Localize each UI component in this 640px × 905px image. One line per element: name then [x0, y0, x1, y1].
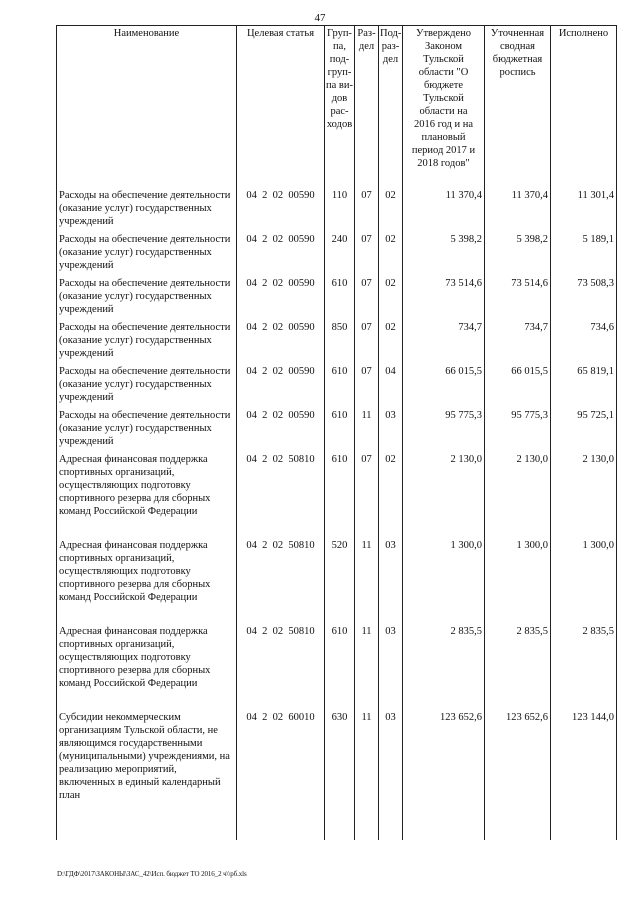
header-executed: Исполнено — [551, 26, 617, 188]
table-row — [57, 232, 617, 276]
row-subsection: 02 — [379, 452, 403, 538]
row-group: 240 — [325, 232, 355, 276]
row-subsection: 03 — [379, 710, 403, 840]
row-section: 07 — [355, 232, 379, 276]
table-row — [57, 624, 617, 710]
row-executed: 5 189,1 — [551, 232, 617, 276]
table-row — [57, 188, 617, 232]
file-path-footer: D:\ГДФ\2017\ЗАКОНЫ\ЗАС_42\Исп. бюджет ТО 2016_2 ч\\рб.xls — [57, 870, 247, 878]
table-row — [57, 364, 617, 408]
row-group: 630 — [325, 710, 355, 840]
row-executed: 95 725,1 — [551, 408, 617, 452]
row-executed: 73 508,3 — [551, 276, 617, 320]
row-target: 04 2 02 50810 — [237, 452, 325, 538]
row-group: 610 — [325, 364, 355, 408]
row-approved: 66 015,5 — [403, 364, 485, 408]
row-target: 04 2 02 50810 — [237, 538, 325, 624]
row-section: 07 — [355, 364, 379, 408]
row-name: Адресная финансовая поддержка спортивных организаций, осуществляющих подготовку спортивного резерва для сборных команд Российской Федерации — [57, 538, 237, 624]
row-group: 850 — [325, 320, 355, 364]
header-group: Груп- па, под- груп- па ви- дов рас- ходов — [325, 26, 355, 188]
row-approved: 73 514,6 — [403, 276, 485, 320]
header-subsection: Под- раз- дел — [379, 26, 403, 188]
row-executed: 123 144,0 — [551, 710, 617, 840]
row-group: 110 — [325, 188, 355, 232]
row-approved: 1 300,0 — [403, 538, 485, 624]
row-target: 04 2 02 00590 — [237, 364, 325, 408]
row-name: Расходы на обеспечение деятельности (оказание услуг) государственных учреждений — [57, 364, 237, 408]
row-refined: 73 514,6 — [485, 276, 551, 320]
row-refined: 1 300,0 — [485, 538, 551, 624]
row-target: 04 2 02 00590 — [237, 188, 325, 232]
row-executed: 65 819,1 — [551, 364, 617, 408]
row-name: Расходы на обеспечение деятельности (оказание услуг) государственных учреждений — [57, 276, 237, 320]
row-executed: 2 130,0 — [551, 452, 617, 538]
row-section: 11 — [355, 624, 379, 710]
row-executed: 2 835,5 — [551, 624, 617, 710]
row-section: 11 — [355, 538, 379, 624]
row-refined: 123 652,6 — [485, 710, 551, 840]
row-approved: 5 398,2 — [403, 232, 485, 276]
row-subsection: 03 — [379, 408, 403, 452]
row-refined: 5 398,2 — [485, 232, 551, 276]
row-name: Адресная финансовая поддержка спортивных организаций, осуществляющих подготовку спортивного резерва для сборных команд Российской Федерации — [57, 624, 237, 710]
table-row — [57, 276, 617, 320]
row-approved: 11 370,4 — [403, 188, 485, 232]
row-name: Субсидии некоммерческим организациям Тульской области, не являющимся государственными (муниципальными) учреждениями, на реализацию мероприятий, включенных в единый календарный план — [57, 710, 237, 840]
row-group: 610 — [325, 408, 355, 452]
row-approved: 2 835,5 — [403, 624, 485, 710]
table-row — [57, 710, 617, 840]
row-name: Расходы на обеспечение деятельности (оказание услуг) государственных учреждений — [57, 408, 237, 452]
page-number: 47 — [314, 12, 326, 24]
row-target: 04 2 02 00590 — [237, 276, 325, 320]
row-target: 04 2 02 00590 — [237, 408, 325, 452]
row-refined: 11 370,4 — [485, 188, 551, 232]
row-approved: 123 652,6 — [403, 710, 485, 840]
row-executed: 11 301,4 — [551, 188, 617, 232]
row-target: 04 2 02 00590 — [237, 320, 325, 364]
row-section: 11 — [355, 710, 379, 840]
budget-table — [56, 25, 617, 840]
row-subsection: 02 — [379, 188, 403, 232]
row-group: 610 — [325, 452, 355, 538]
row-refined: 2 835,5 — [485, 624, 551, 710]
header-row — [57, 26, 617, 188]
row-refined: 734,7 — [485, 320, 551, 364]
row-name: Расходы на обеспечение деятельности (оказание услуг) государственных учреждений — [57, 188, 237, 232]
header-name: Наименование — [57, 26, 237, 188]
row-section: 07 — [355, 452, 379, 538]
row-subsection: 02 — [379, 276, 403, 320]
row-section: 07 — [355, 276, 379, 320]
row-approved: 95 775,3 — [403, 408, 485, 452]
table-row — [57, 408, 617, 452]
row-section: 07 — [355, 320, 379, 364]
header-refined: Уточненная сводная бюджетная роспись — [485, 26, 551, 188]
row-subsection: 02 — [379, 232, 403, 276]
row-approved: 734,7 — [403, 320, 485, 364]
row-subsection: 04 — [379, 364, 403, 408]
header-approved: Утверждено Законом Тульской области "О бюджете Тульской области на 2016 год и на плановый период 2017 и 2018 годов" — [403, 26, 485, 188]
row-name: Адресная финансовая поддержка спортивных организаций, осуществляющих подготовку спортивного резерва для сборных команд Российской Федерации — [57, 452, 237, 538]
row-group: 610 — [325, 624, 355, 710]
row-subsection: 02 — [379, 320, 403, 364]
table-row — [57, 452, 617, 538]
row-executed: 734,6 — [551, 320, 617, 364]
row-refined: 2 130,0 — [485, 452, 551, 538]
row-target: 04 2 02 50810 — [237, 624, 325, 710]
table-row — [57, 320, 617, 364]
row-approved: 2 130,0 — [403, 452, 485, 538]
row-group: 610 — [325, 276, 355, 320]
row-target: 04 2 02 00590 — [237, 232, 325, 276]
row-refined: 95 775,3 — [485, 408, 551, 452]
row-section: 07 — [355, 188, 379, 232]
row-name: Расходы на обеспечение деятельности (оказание услуг) государственных учреждений — [57, 232, 237, 276]
row-target: 04 2 02 60010 — [237, 710, 325, 840]
row-subsection: 03 — [379, 538, 403, 624]
row-section: 11 — [355, 408, 379, 452]
header-target: Целевая статья — [237, 26, 325, 188]
row-name: Расходы на обеспечение деятельности (оказание услуг) государственных учреждений — [57, 320, 237, 364]
row-subsection: 03 — [379, 624, 403, 710]
row-refined: 66 015,5 — [485, 364, 551, 408]
table-row — [57, 538, 617, 624]
header-section: Раз- дел — [355, 26, 379, 188]
row-executed: 1 300,0 — [551, 538, 617, 624]
row-group: 520 — [325, 538, 355, 624]
